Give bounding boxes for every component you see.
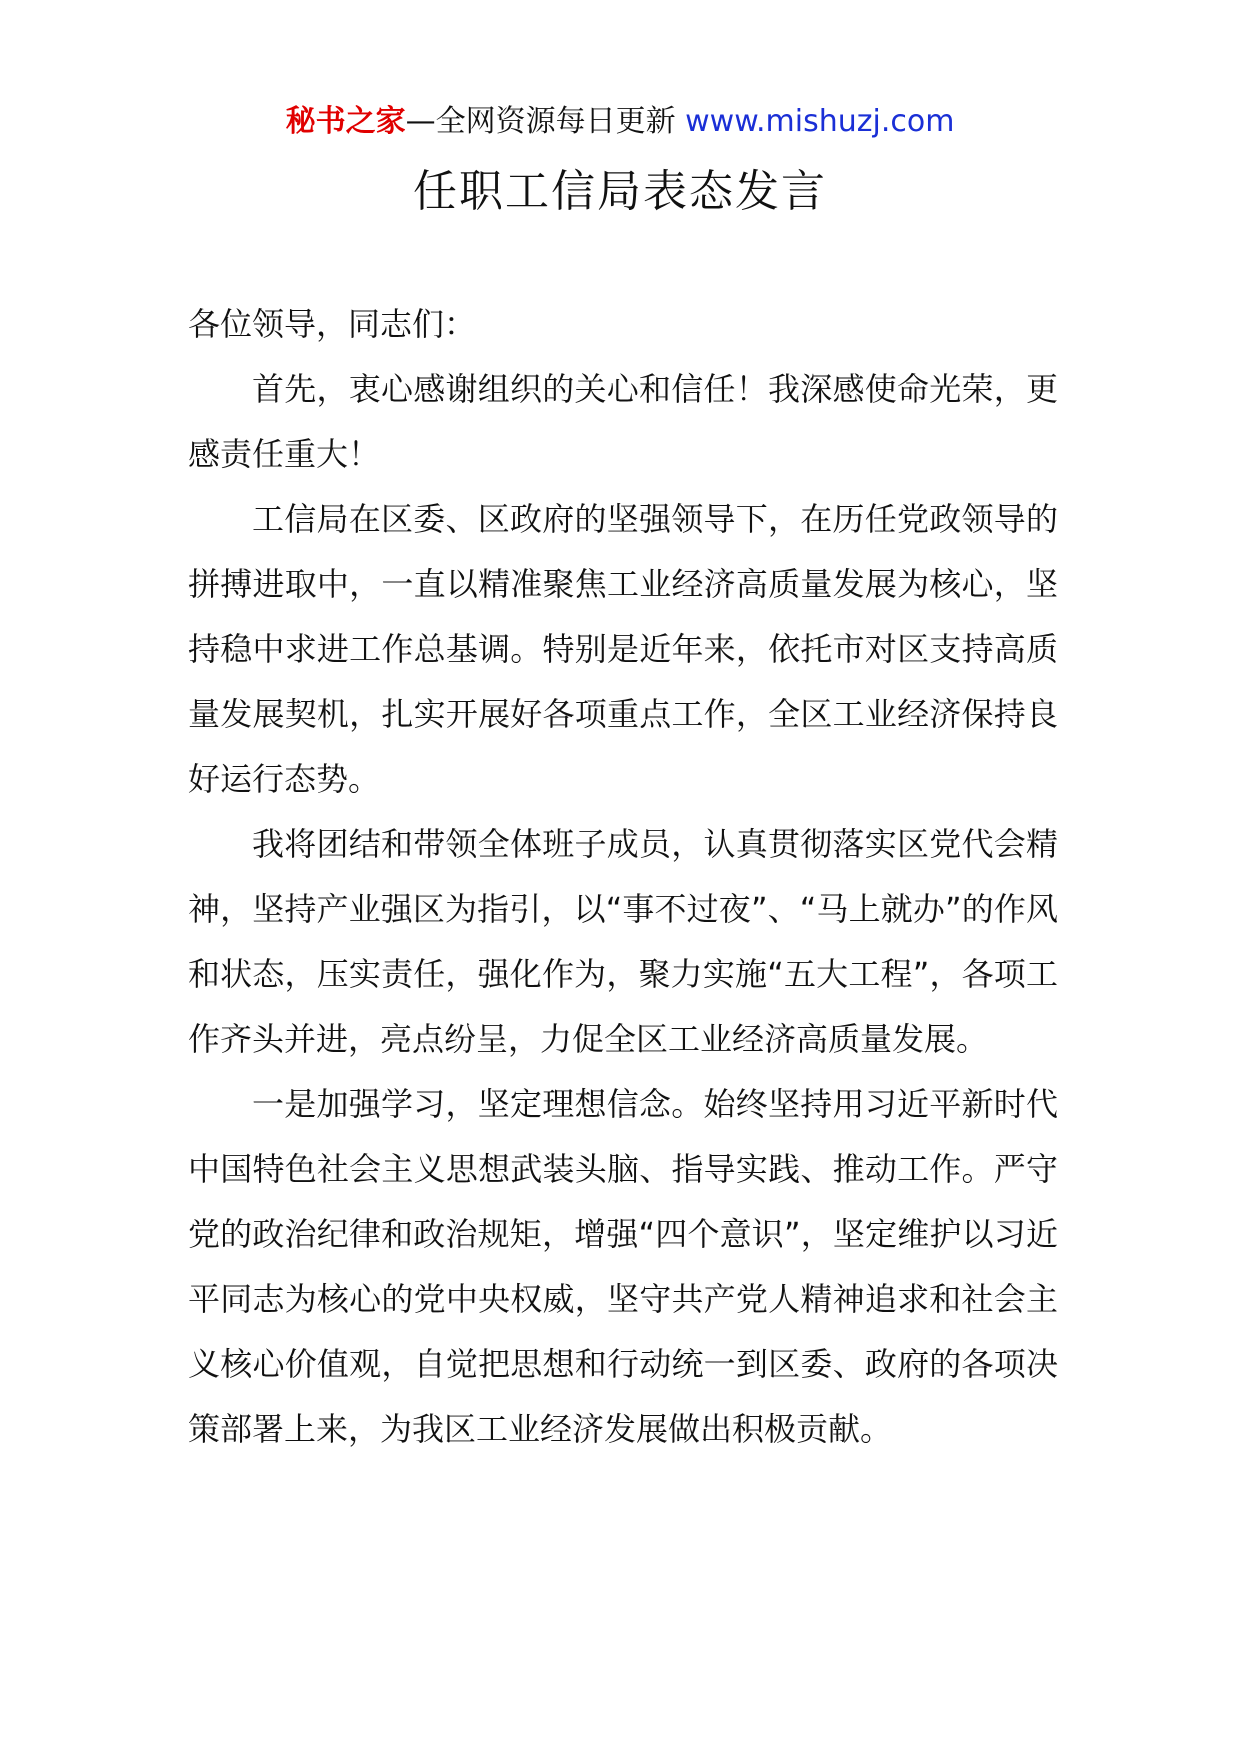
site-name: 秘书之家 [285,104,406,139]
paragraph-3: 我将团结和带领全体班子成员，认真贯彻落实区党代会精神，坚持产业强区为指引，以“事不过夜”、“马上就办”的作风和状态，压实责任，强化作为，聚力实施“五大工程”，各项工作齐头并进，亮点纷呈，力促全区工业经济高质量发展。 [188,825,1058,1058]
document-body [188,292,1058,1462]
paragraph-2: 工信局在区委、区政府的坚强领导下，在历任党政领导的拼搏进取中，一直以精准聚焦工业经济高质量发展为核心，坚持稳中求进工作总基调。特别是近年来，依托市对区支持高质量发展契机，扎实开展好各项重点工作，全区工业经济保持良好运行态势。 [188,500,1058,798]
salutation: 各位领导，同志们： [188,305,477,343]
document-title: 任职工信局表态发言 [413,166,827,217]
watermark-header [0,102,1240,142]
paragraph-4: 一是加强学习，坚定理想信念。始终坚持用习近平新时代中国特色社会主义思想武装头脑、指导实践、推动工作。严守党的政治纪律和政治规矩，增强“四个意识”，坚定维护以习近平同志为核心的党中央权威，坚守共产党人精神追求和社会主义核心价值观，自觉把思想和行动统一到区委、政府的各项决策部署上来，为我区工业经济发展做出积极贡献。 [188,1085,1058,1448]
site-tagline: —全网资源每日更新 [405,104,686,139]
site-url[interactable]: www.mishuzj.com [685,104,955,139]
paragraph-1: 首先，衷心感谢组织的关心和信任！我深感使命光荣，更感责任重大！ [188,370,1058,473]
